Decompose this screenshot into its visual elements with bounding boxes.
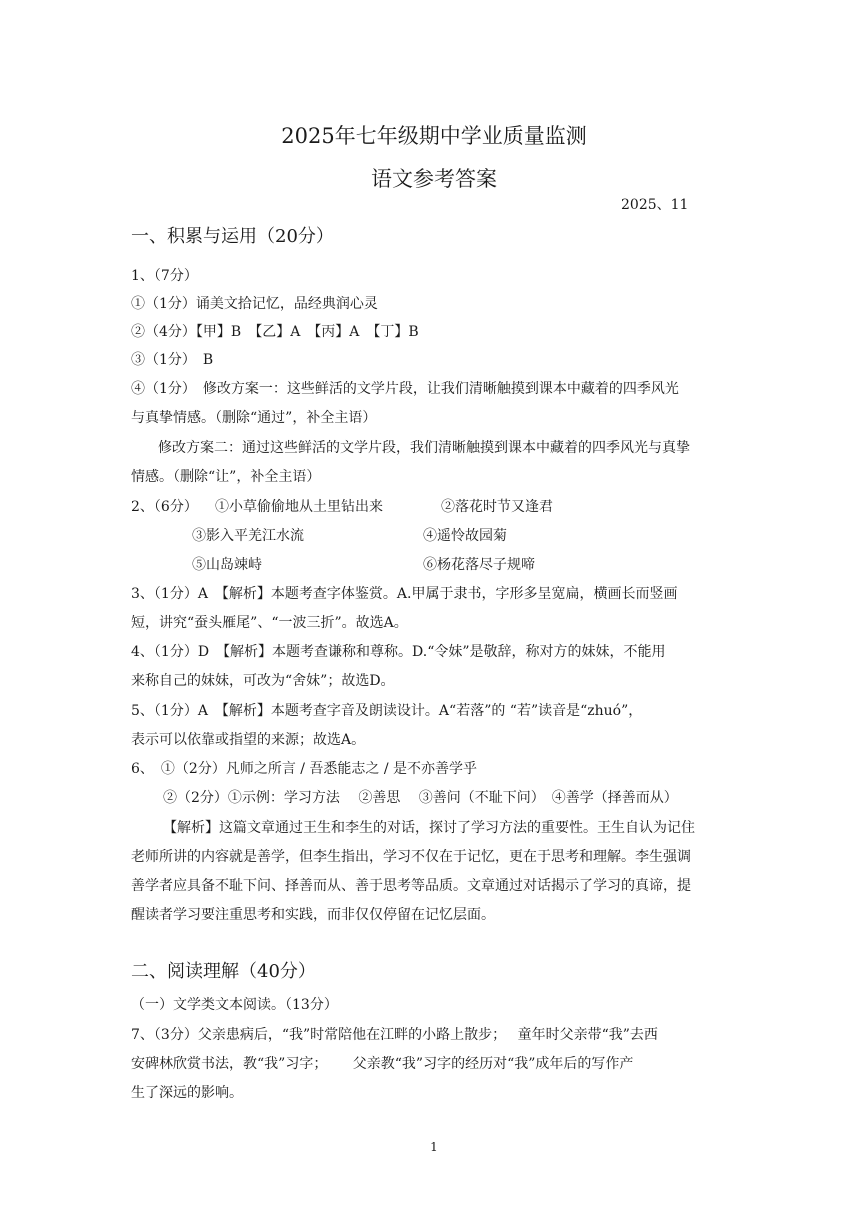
text-line: 5、（1分）A 【解析】本题考查字音及朗读设计。A“若落”的 “若”读音是“zhuó”， xyxy=(131,703,643,719)
text-line: 表示可以依靠或指望的来源；故选A。 xyxy=(131,732,366,748)
text-line: ④（1分） 修改方案一：这些鲜活的文学片段，让我们清晰触摸到课本中藏着的四季风光 xyxy=(131,381,679,397)
text-line: 4、（1分）D 【解析】本题考查谦称和尊称。D.“令妹”是敬辞，称对方的妹妹，不能用 xyxy=(131,644,666,660)
answer-item: ⑤山岛竦峙 xyxy=(192,557,262,573)
text-line: 醒读者学习要注重思考和实践，而非仅仅停留在记忆层面。 xyxy=(131,907,495,923)
text-line: ①（1分）诵美文拾记忆，品经典润心灵 xyxy=(131,296,378,312)
answer-item: ②落花时节又逢君 xyxy=(441,499,553,515)
question-label: 2、（6分） xyxy=(131,499,198,515)
text-line: 善学者应具备不耻下问、择善而从、善于思考等品质。文章通过对话揭示了学习的真谛，提 xyxy=(131,878,691,894)
answer-item: ④遥怜故园菊 xyxy=(423,528,507,544)
text-line: 情感。（删除“让”，补全主语） xyxy=(131,469,321,485)
answer-item: ⑥杨花落尽子规啼 xyxy=(423,557,535,573)
text-line: 【解析】这篇文章通过王生和李生的对话，探讨了学习方法的重要性。王生自认为记住 xyxy=(163,820,695,836)
text-line: 3、（1分）A 【解析】本题考查字体鉴赏。A.甲属于隶书，字形多呈宽扁，横画长而竖画 xyxy=(131,586,678,602)
text-line: 与真挚情感。（删除“通过”，补全主语） xyxy=(131,410,377,426)
text-line: 安碑林欣赏书法，教“我”习字； 父亲教“我”习字的经历对“我”成年后的写作产 xyxy=(131,1056,634,1072)
text-line: 生了深远的影响。 xyxy=(131,1085,243,1101)
section-heading: 一、积累与运用（20分） xyxy=(131,226,334,247)
text-line: 7、（3分）父亲患病后，“我”时常陪他在江畔的小路上散步； 童年时父亲带“我”去西 xyxy=(131,1027,658,1043)
answer-item: ①小草偷偷地从土里钻出来 xyxy=(215,499,383,515)
document-title: 2025年七年级期中学业质量监测 xyxy=(281,124,587,148)
text-line: （一）文学类文本阅读。（13分） xyxy=(131,997,338,1013)
text-line: 短，讲究“蚕头雁尾”、“一波三折”。故选A。 xyxy=(131,615,408,631)
text-line: 老师所讲的内容就是善学，但李生指出，学习不仅在于记忆，更在于思考和理解。李生强调 xyxy=(131,849,691,865)
text-line: ②（4分）【甲】B 【乙】A 【丙】A 【丁】B xyxy=(131,324,419,340)
text-line: 1、（7分） xyxy=(131,268,198,284)
text-line: 6、 ①（2分）凡师之所言 / 吾悉能志之 / 是不亦善学乎 xyxy=(131,761,478,777)
text-line: ②（2分）①示例：学习方法 ②善思 ③善问（不耻下问） ④善学（择善而从） xyxy=(163,790,678,806)
text-line: 修改方案二：通过这些鲜活的文学片段，我们清晰触摸到课本中藏着的四季风光与真挚 xyxy=(158,440,690,456)
section-heading: 二、阅读理解（40分） xyxy=(131,961,316,982)
answer-item: ③影入平羌江水流 xyxy=(192,528,304,544)
text-line: 来称自己的妹妹，可改为“舍妹”；故选D。 xyxy=(131,673,395,689)
document-subtitle: 语文参考答案 xyxy=(371,167,497,191)
text-line: ③（1分） B xyxy=(131,352,214,368)
page-number: 1 xyxy=(430,1140,438,1154)
document-date: 2025、11 xyxy=(621,197,689,213)
